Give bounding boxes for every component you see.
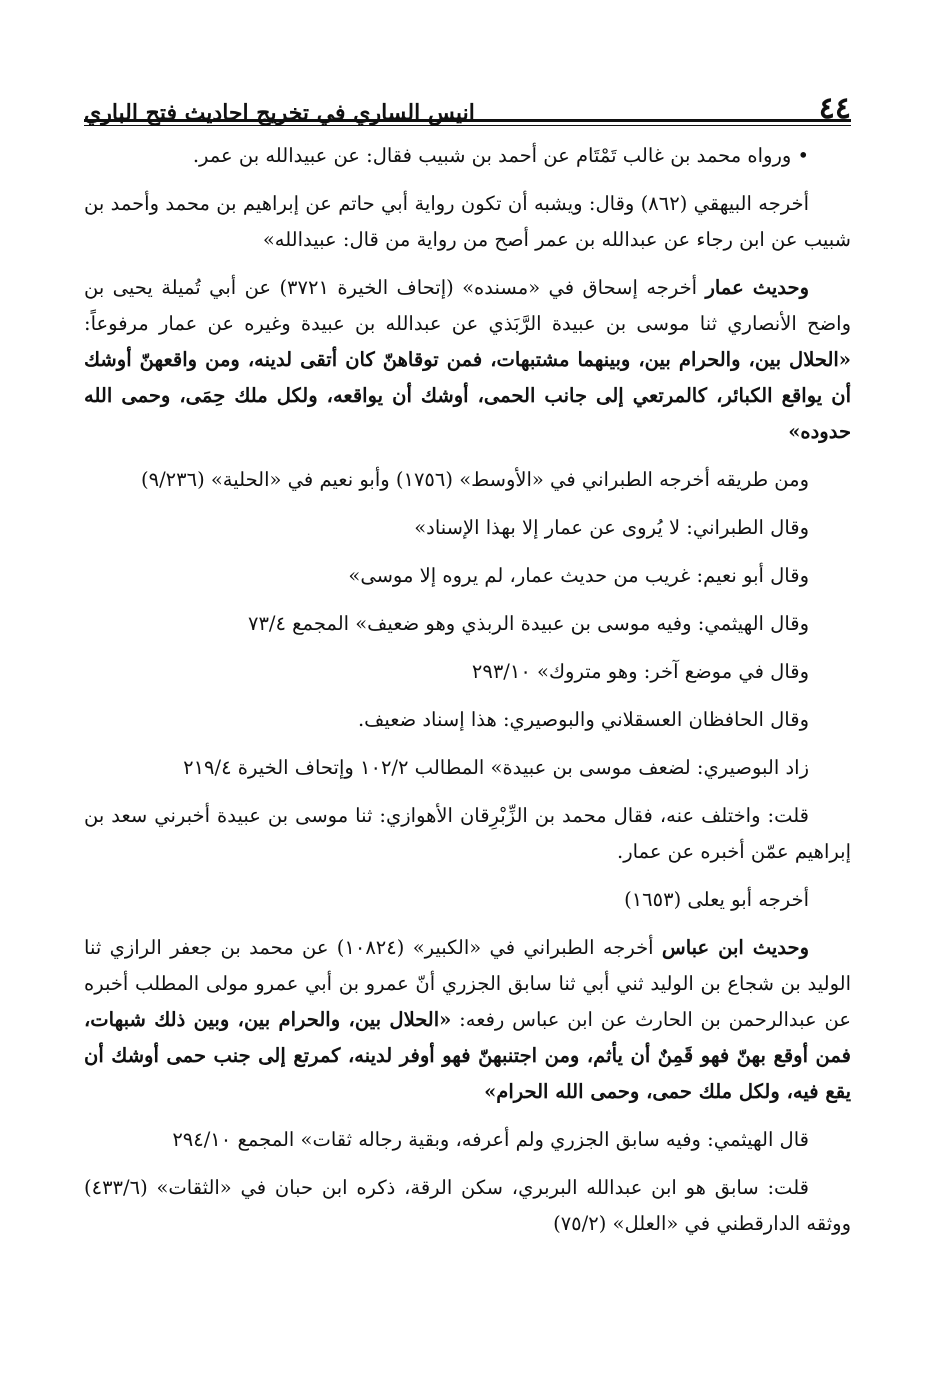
page-number: ٤٤: [818, 91, 851, 126]
bold-text: وحديث عمار: [705, 276, 809, 299]
text-run: أخرجه إسحاق في «مسنده» (إتحاف الخيرة ٣٧٢١) عن أبي تُميلة يحيى بن واضح الأنصاري ثنا موسى بن عبيدة الرَّبَذي عن عبدالله بن عبيدة وغيره عن عمار مرفوعاً:: [84, 276, 851, 335]
paragraph: [84, 558, 851, 594]
paragraph: [84, 882, 851, 918]
text-run: وقال الطبراني: لا يُروى عن عمار إلا بهذا الإسناد»: [414, 516, 809, 539]
text-run: • ورواه محمد بن غالب تَمْتَام عن أحمد بن شبيب فقال: عن عبيدالله بن عمر.: [192, 144, 809, 167]
paragraph: [84, 702, 851, 738]
bold-text: وحديث ابن عباس: [661, 936, 809, 959]
header-rule-thick: [84, 119, 851, 122]
paragraph: [84, 750, 851, 786]
text-run: وقال الحافظان العسقلاني والبوصيري: هذا إسناد ضعيف.: [357, 708, 809, 731]
body-text: [84, 138, 851, 1254]
text-run: زاد البوصيري: لضعف موسى بن عبيدة» المطالب ١٠٢/٢ وإتحاف الخيرة ٢١٩/٤: [183, 756, 809, 779]
paragraph: [84, 186, 851, 258]
paragraph: [84, 462, 851, 498]
text-run: قلت: سابق هو ابن عبدالله البربري، سكن الرقة، ذكره ابن حبان في «الثقات» (٤٣٣/٦) ووثقه الدارقطني في «العلل» (٧٥/٢): [84, 1176, 851, 1235]
paragraph: [84, 138, 851, 174]
text-run: أخرجه البيهقي (٨٦٢) وقال: ويشبه أن تكون رواية أبي حاتم عن إبراهيم بن محمد وأحمد بن شبيب عن ابن رجاء عن عبدالله بن عمر أصح من رواية من قال: عبيدالله»: [84, 192, 851, 251]
header-rule-thin: [84, 125, 851, 126]
bold-text: «الحلال بين، والحرام بين، وبينهما مشتبهات، فمن توقاهنّ كان أتقى لدينه، ومن واقعهنّ أوشك أن يواقع الكبائر، كالمرتعي إلى جانب الحمى، أوشك أن يواقعه، ولكل ملك حِمَى، وحمى الله حدوده»: [84, 348, 851, 443]
paragraph: [84, 510, 851, 546]
text-run: أخرجه أبو يعلى (١٦٥٣): [624, 888, 809, 911]
text-run: قلت: واختلف عنه، فقال محمد بن الزِّبْرِقان الأهوازي: ثنا موسى بن عبيدة أخبرني سعد بن إبراهيم عمّن أخبره عن عمار.: [84, 804, 851, 863]
text-run: وقال أبو نعيم: غريب من حديث عمار، لم يروه إلا موسى»: [348, 564, 809, 587]
page-header: [84, 82, 851, 124]
paragraph: [84, 1170, 851, 1242]
paragraph: [84, 1122, 851, 1158]
paragraph: [84, 798, 851, 870]
text-run: قال الهيثمي: وفيه سابق الجزري ولم أعرفه، وبقية رجاله ثقات» المجمع ٢٩٤/١٠: [172, 1128, 809, 1151]
text-run: وقال الهيثمي: وفيه موسى بن عبيدة الربذي وهو ضعيف» المجمع ٧٣/٤: [247, 612, 809, 635]
paragraph: [84, 606, 851, 642]
paragraph: [84, 654, 851, 690]
paragraph: [84, 270, 851, 450]
text-run: أخرجه الطبراني في «الكبير» (١٠٨٢٤) عن محمد بن جعفر الرازي ثنا الوليد بن شجاع بن الوليد ثني أبي ثنا سابق الجزري أنّ عمرو بن أبي عمرو مولى المطلب أخبره عن عبدالرحمن بن الحارث عن ابن عباس رفعه:: [84, 936, 851, 1031]
running-title: انيس الساري في تخريج احاديث فتح الباري: [84, 100, 475, 126]
text-run: ومن طريقه أخرجه الطبراني في «الأوسط» (١٧٥٦) وأبو نعيم في «الحلية» (٩/٢٣٦): [140, 468, 809, 491]
paragraph: [84, 930, 851, 1110]
text-run: وقال في موضع آخر: وهو متروك» ٢٩٣/١٠: [471, 660, 809, 683]
bold-text: «الحلال بين، والحرام بين، وبين ذلك شبهات، فمن أوقع بهنّ فهو قَمِنٌ أن يأثم، ومن اجتنبهنّ فهو أوفر لدينه، كمرتع إلى جنب حمى أوشك أن يقع فيه، ولكل ملك حمى، وحمى الله الحرام»: [84, 1008, 851, 1103]
